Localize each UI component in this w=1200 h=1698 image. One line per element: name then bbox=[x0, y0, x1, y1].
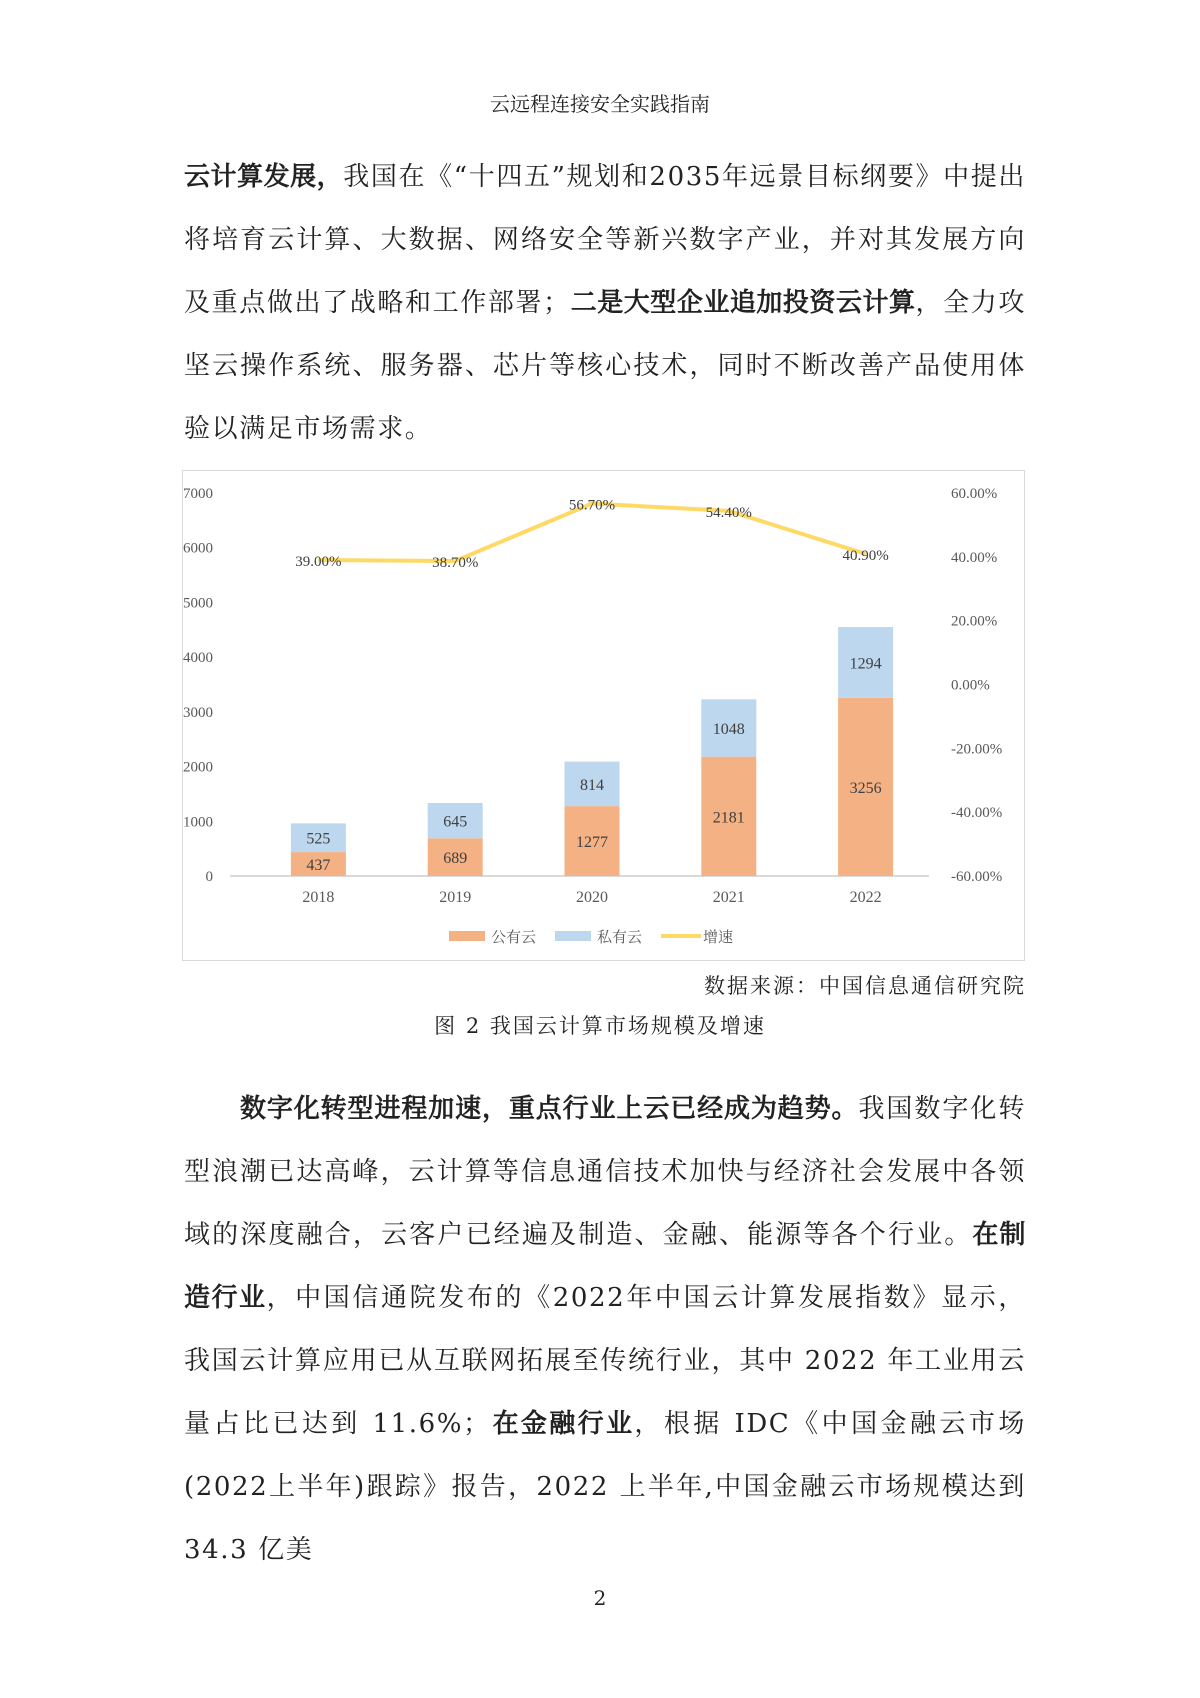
x-tick-label: 2020 bbox=[576, 889, 608, 906]
text-run: ，中国信通院发布的《2022年中国云计算发展指数》显示，我国云计算应用已从互联网拓展至传统行业，其中 2022 年工业用云量占比已达到 11.6%； bbox=[184, 1283, 1026, 1439]
growth-label: 40.90% bbox=[842, 547, 889, 564]
legend-swatch bbox=[555, 931, 591, 941]
legend-label: 公有云 bbox=[491, 930, 537, 946]
y2-tick-label: 40.00% bbox=[951, 549, 998, 566]
x-tick-label: 2019 bbox=[439, 889, 472, 906]
y-tick-label: 5000 bbox=[183, 595, 213, 612]
text-run: ，全力攻坚云操作系统、服务器、芯片等核心技术，同时不断改善产品使用体验以满足市场需求。 bbox=[184, 288, 1026, 444]
legend-swatch bbox=[449, 931, 485, 941]
y2-tick-label: -20.00% bbox=[951, 741, 1003, 758]
page-number: 2 bbox=[593, 1586, 607, 1610]
y2-tick-label: 20.00% bbox=[951, 613, 998, 630]
bold-run: 二是大型企业追加投资云计算 bbox=[570, 288, 916, 318]
paragraph-1 bbox=[184, 146, 1026, 461]
chart-svg bbox=[183, 471, 1024, 960]
bold-run: 数字化转型进程加速，重点行业上云已经成为趋势。 bbox=[240, 1094, 859, 1124]
data-label-public: 689 bbox=[443, 850, 468, 868]
y2-tick-label: -40.00% bbox=[951, 805, 1003, 822]
market-size-chart bbox=[182, 470, 1025, 961]
data-label-private: 645 bbox=[443, 813, 468, 831]
bold-run: 在金融行业 bbox=[490, 1409, 635, 1439]
data-label-private: 1048 bbox=[712, 720, 745, 738]
growth-label: 56.70% bbox=[568, 497, 616, 514]
y-tick-label: 4000 bbox=[183, 650, 213, 667]
y2-tick-label: -60.00% bbox=[951, 869, 1003, 885]
y-tick-label: 0 bbox=[205, 869, 213, 885]
growth-label: 54.40% bbox=[705, 504, 752, 521]
data-label-public: 2181 bbox=[712, 809, 745, 827]
text-run: 我国在《“十四五”规划和2035年远景目标纲要》中提出将培育云计算、大数据、网络安全等新兴数字产业，并对其发展方向及重点做出了战略和工作部署； bbox=[184, 162, 1026, 318]
y-tick-label: 2000 bbox=[183, 759, 213, 776]
figure-caption: 图 2 我国云计算市场规模及增速 bbox=[434, 1014, 766, 1038]
data-label-private: 1294 bbox=[849, 655, 882, 673]
growth-label: 38.70% bbox=[432, 554, 479, 571]
running-header: 云远程连接安全实践指南 bbox=[490, 92, 710, 116]
x-tick-label: 2018 bbox=[302, 889, 335, 906]
bold-run: 在制造行业 bbox=[184, 1220, 1026, 1313]
y-tick-label: 1000 bbox=[183, 814, 213, 831]
x-tick-label: 2021 bbox=[712, 889, 745, 906]
data-label-private: 525 bbox=[306, 830, 331, 848]
legend-label: 私有云 bbox=[597, 930, 643, 946]
y-tick-label: 7000 bbox=[183, 486, 213, 502]
x-tick-label: 2022 bbox=[849, 889, 882, 906]
growth-label: 39.00% bbox=[295, 554, 342, 571]
data-label-public: 3256 bbox=[849, 779, 882, 797]
paragraph-2 bbox=[184, 1078, 1026, 1582]
data-label-private: 814 bbox=[580, 776, 604, 794]
legend-label: 增速 bbox=[703, 930, 734, 946]
y-tick-label: 3000 bbox=[183, 704, 213, 721]
data-label-public: 437 bbox=[306, 857, 331, 875]
figure-source: 数据来源：中国信息通信研究院 bbox=[704, 974, 1026, 998]
y-tick-label: 6000 bbox=[183, 540, 213, 557]
text-run: ，根据 IDC《中国金融云市场(2022上半年)跟踪》报告，2022 上半年,中国金融云市场规模达到 34.3 亿美 bbox=[184, 1409, 1026, 1565]
data-label-public: 1277 bbox=[576, 834, 608, 852]
bold-run: 云计算发展， bbox=[184, 162, 344, 192]
y2-tick-label: 60.00% bbox=[951, 486, 998, 502]
y2-tick-label: 0.00% bbox=[951, 677, 990, 694]
text-run: 我国数字化转型浪潮已达高峰，云计算等信息通信技术加快与经济社会发展中各领域的深度融合，云客户已经遍及制造、金融、能源等各个行业。 bbox=[184, 1094, 1026, 1250]
